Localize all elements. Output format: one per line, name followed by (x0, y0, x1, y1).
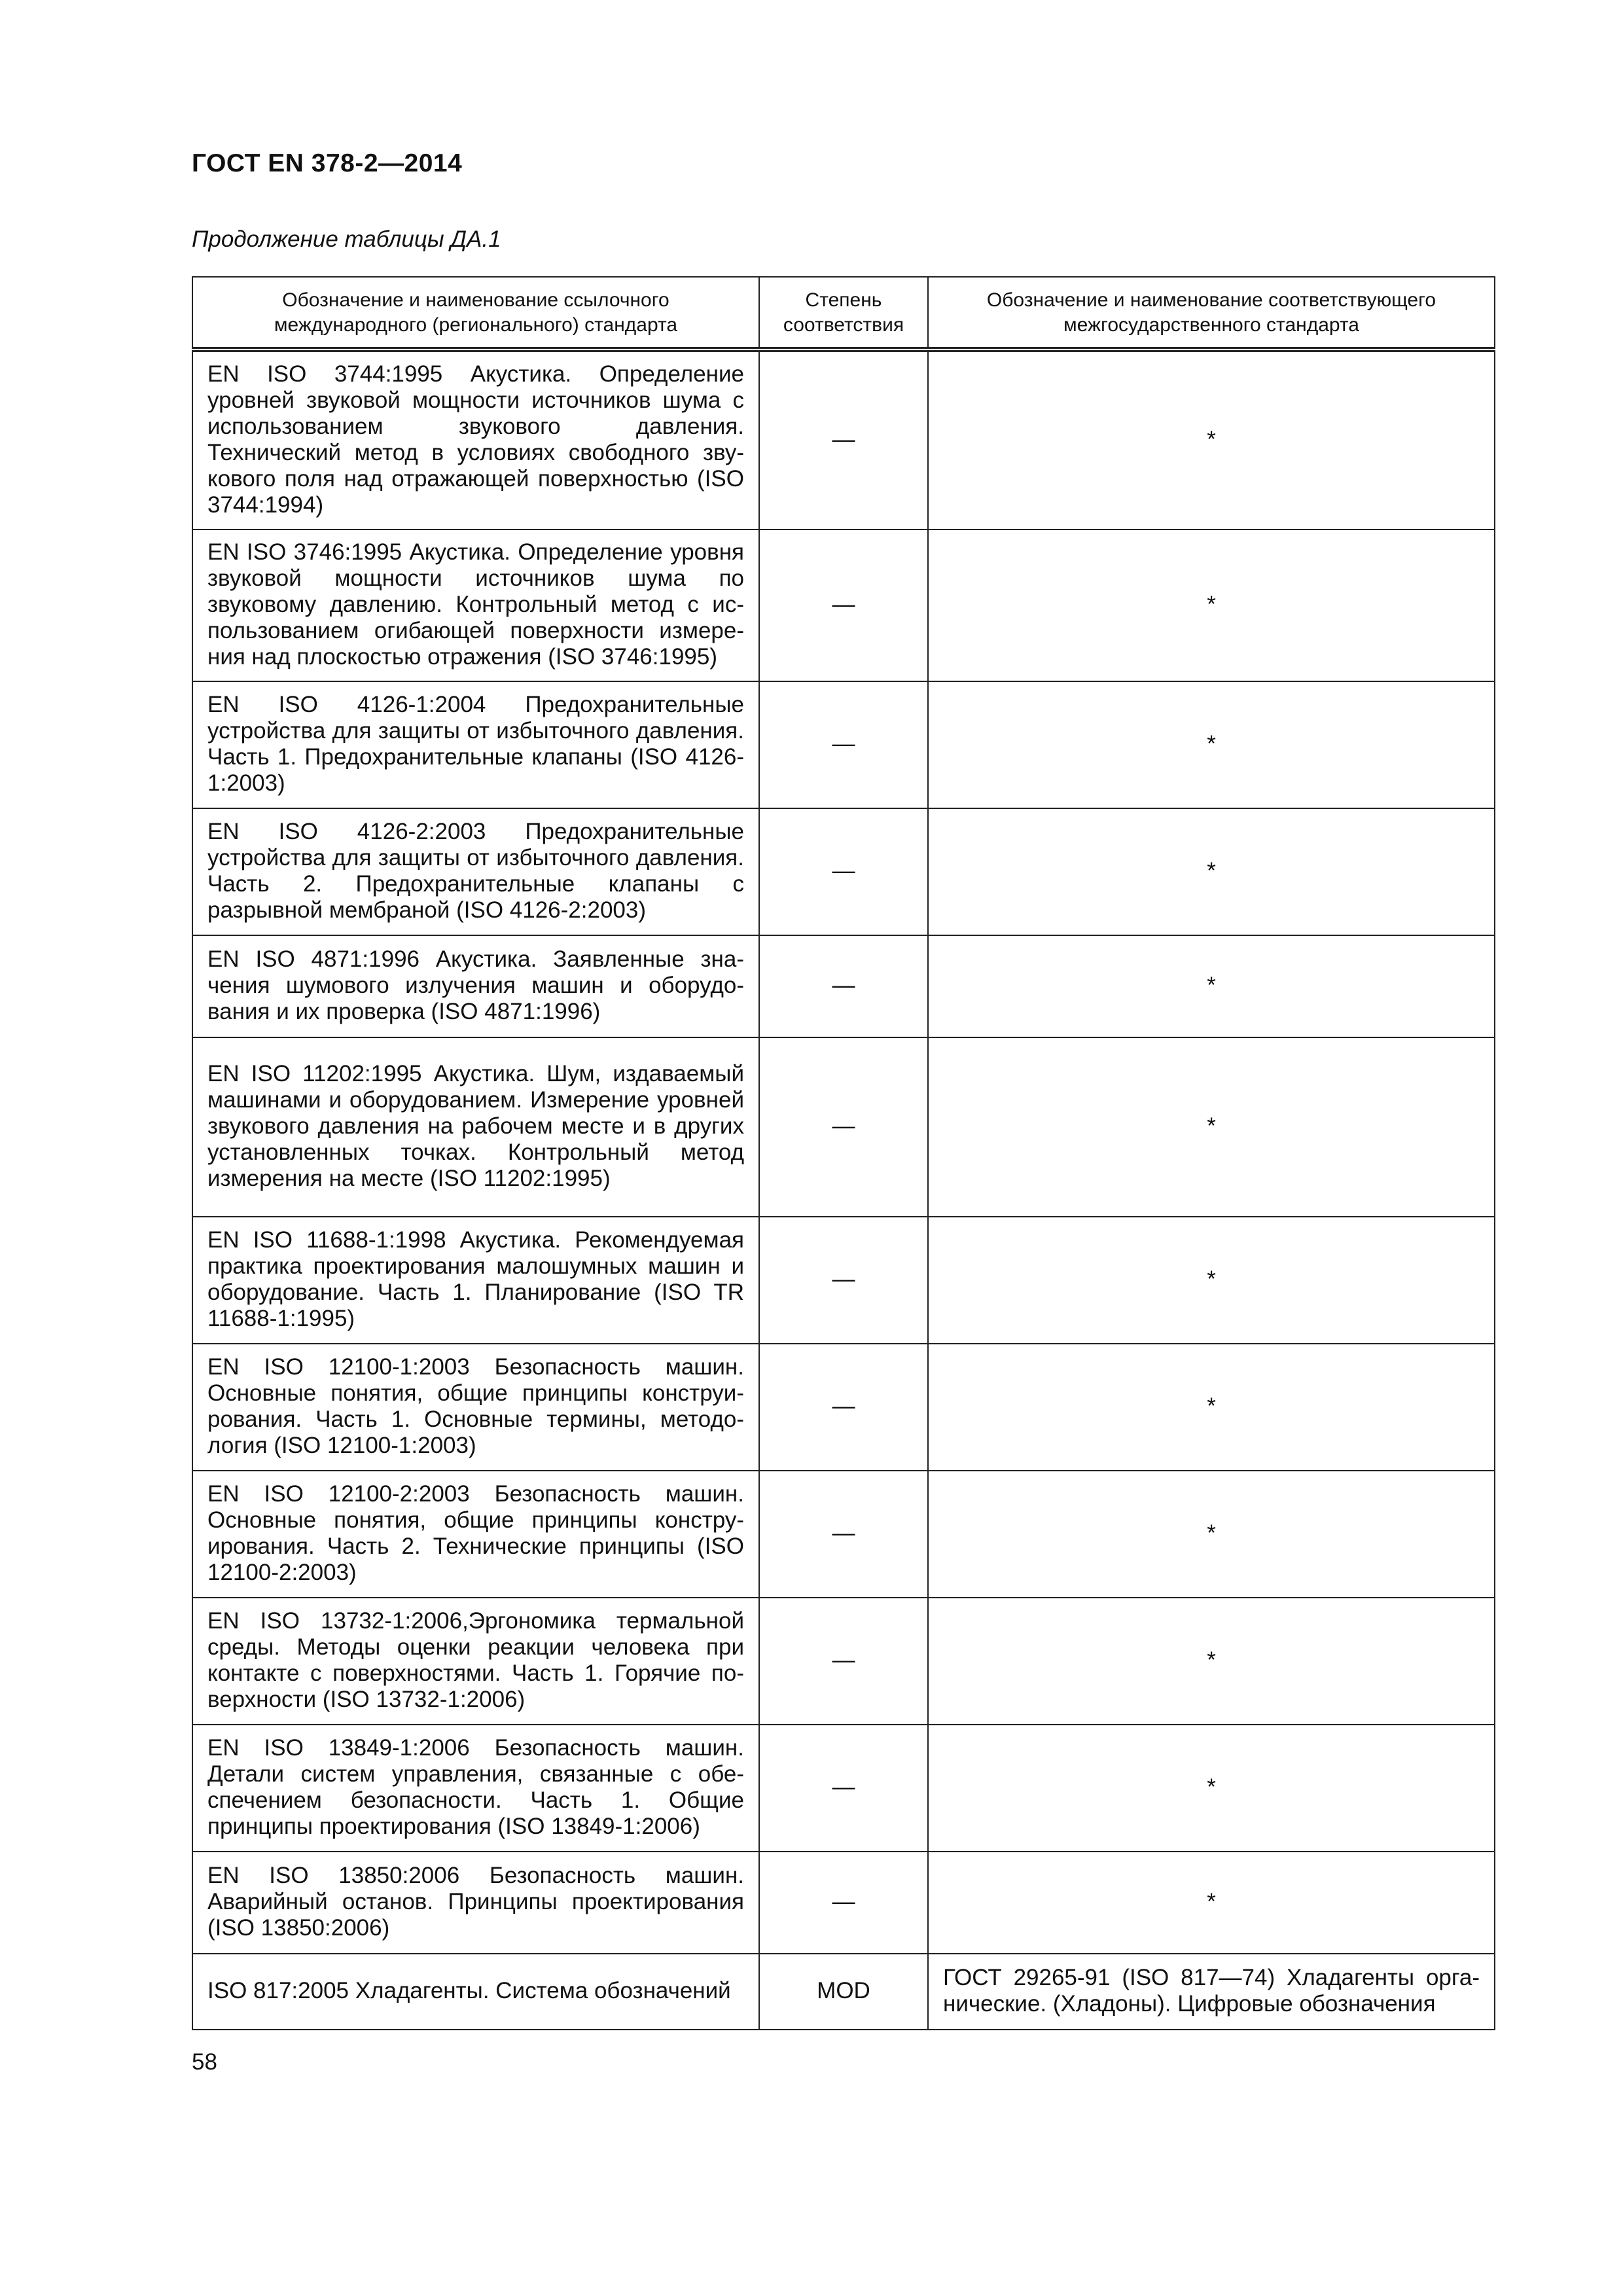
international-standard-cell: EN ISO 4126-2:2003 Предохранительные устройства для защиты от избыточного давления. Часть 2. Предохранительные клапаны с разрывной мембраной (ISO 4126-2:2003) (192, 808, 759, 935)
international-standard-cell: EN ISO 13850:2006 Безопасность машин. Аварийный останов. Принципы проектирования (ISO 13850:2006) (192, 1852, 759, 1954)
interstate-standard-cell: * (928, 529, 1495, 681)
column-header-interstate-standard: Обозначение и наименование соответствующего межгосударственного стандарта (928, 277, 1495, 350)
table-row (192, 681, 1495, 808)
international-standard-cell: EN ISO 3744:1995 Акустика. Определение уровней звуковой мощности источников шума с использованием звукового давления. Технический метод в условиях свободного звукового поля над отражающей поверхностью (ISO 3744:1994) (192, 350, 759, 529)
interstate-standard-cell: ГОСТ 29265-91 (ISO 817—74) Хладагенты органические. (Хладоны). Цифровые обозначения (928, 1954, 1495, 2030)
interstate-standard-cell: * (928, 808, 1495, 935)
interstate-standard-cell: * (928, 1217, 1495, 1344)
interstate-standard-cell: * (928, 1852, 1495, 1954)
international-standard-cell: EN ISO 11202:1995 Акустика. Шум, издаваемый машинами и оборудованием. Измерение уровней звукового давления на рабочем месте и в других установленных точках. Контрольный метод измерения на месте (ISO 11202:1995) (192, 1037, 759, 1217)
international-standard-cell: EN ISO 4126-1:2004 Предохранительные устройства для защиты от избыточного давления. Часть 1. Предохранительные клапаны (ISO 4126-1:2003) (192, 681, 759, 808)
interstate-standard-cell: * (928, 1344, 1495, 1471)
table-body (192, 350, 1495, 2030)
degree-cell: MOD (759, 1954, 928, 2030)
degree-cell: — (759, 808, 928, 935)
international-standard-cell: EN ISO 12100-2:2003 Безопасность машин. Основные понятия, общие принципы конструирования. Часть 2. Технические принципы (ISO 12100-2:2003) (192, 1471, 759, 1598)
column-header-international-standard: Обозначение и наименование ссылочного международного (регионального) стандарта (192, 277, 759, 350)
standards-table (192, 276, 1495, 2030)
international-standard-cell: EN ISO 11688-1:1998 Акустика. Рекомендуемая практика проектирования малошумных машин и оборудование. Часть 1. Планирование (ISO TR 11688-1:1995) (192, 1217, 759, 1344)
degree-cell: — (759, 1471, 928, 1598)
page-number: 58 (192, 2049, 217, 2075)
degree-cell: — (759, 1852, 928, 1954)
interstate-standard-cell: * (928, 935, 1495, 1037)
international-standard-cell: EN ISO 13849-1:2006 Безопасность машин. Детали систем управления, связанные с обеспечением безопасности. Часть 1. Общие принципы проектирования (ISO 13849-1:2006) (192, 1725, 759, 1852)
document-header: ГОСТ EN 378-2—2014 (192, 149, 463, 177)
international-standard-cell: EN ISO 3746:1995 Акустика. Определение уровня звуковой мощности источников шума по звуковому давлению. Контрольный метод с использованием огибающей поверхности измерения над плоскостью отражения (ISO 3746:1995) (192, 529, 759, 681)
degree-cell: — (759, 1598, 928, 1725)
table-row (192, 1598, 1495, 1725)
degree-cell: — (759, 1217, 928, 1344)
degree-cell: — (759, 350, 928, 529)
degree-cell: — (759, 935, 928, 1037)
degree-cell: — (759, 681, 928, 808)
degree-cell: — (759, 1037, 928, 1217)
degree-cell: — (759, 529, 928, 681)
interstate-standard-cell: * (928, 681, 1495, 808)
international-standard-cell: EN ISO 13732-1:2006,Эргономика термальной среды. Методы оценки реакции человека при контакте с поверхностями. Часть 1. Горячие поверхности (ISO 13732-1:2006) (192, 1598, 759, 1725)
interstate-standard-cell: * (928, 350, 1495, 529)
table-header-row (192, 277, 1495, 350)
table-row (192, 1217, 1495, 1344)
table-row (192, 808, 1495, 935)
degree-cell: — (759, 1725, 928, 1852)
table-row (192, 1725, 1495, 1852)
table-row (192, 1954, 1495, 2030)
interstate-standard-cell: * (928, 1471, 1495, 1598)
international-standard-cell: ISO 817:2005 Хладагенты. Система обозначений (192, 1954, 759, 2030)
table-caption: Продолжение таблицы ДА.1 (192, 226, 501, 252)
column-header-degree: Степень соответствия (759, 277, 928, 350)
interstate-standard-cell: * (928, 1037, 1495, 1217)
table-row (192, 1037, 1495, 1217)
interstate-standard-cell: * (928, 1598, 1495, 1725)
standards-table-container (192, 276, 1494, 2030)
international-standard-cell: EN ISO 12100-1:2003 Безопасность машин. Основные понятия, общие принципы конструирования. Часть 1. Основные термины, методология (ISO 12100-1:2003) (192, 1344, 759, 1471)
international-standard-cell: EN ISO 4871:1996 Акустика. Заявленные значения шумового излучения машин и оборудования и их проверка (ISO 4871:1996) (192, 935, 759, 1037)
degree-cell: — (759, 1344, 928, 1471)
table-row (192, 529, 1495, 681)
table-row (192, 1344, 1495, 1471)
table-row (192, 1852, 1495, 1954)
table-row (192, 1471, 1495, 1598)
table-row (192, 350, 1495, 529)
interstate-standard-cell: * (928, 1725, 1495, 1852)
table-row (192, 935, 1495, 1037)
